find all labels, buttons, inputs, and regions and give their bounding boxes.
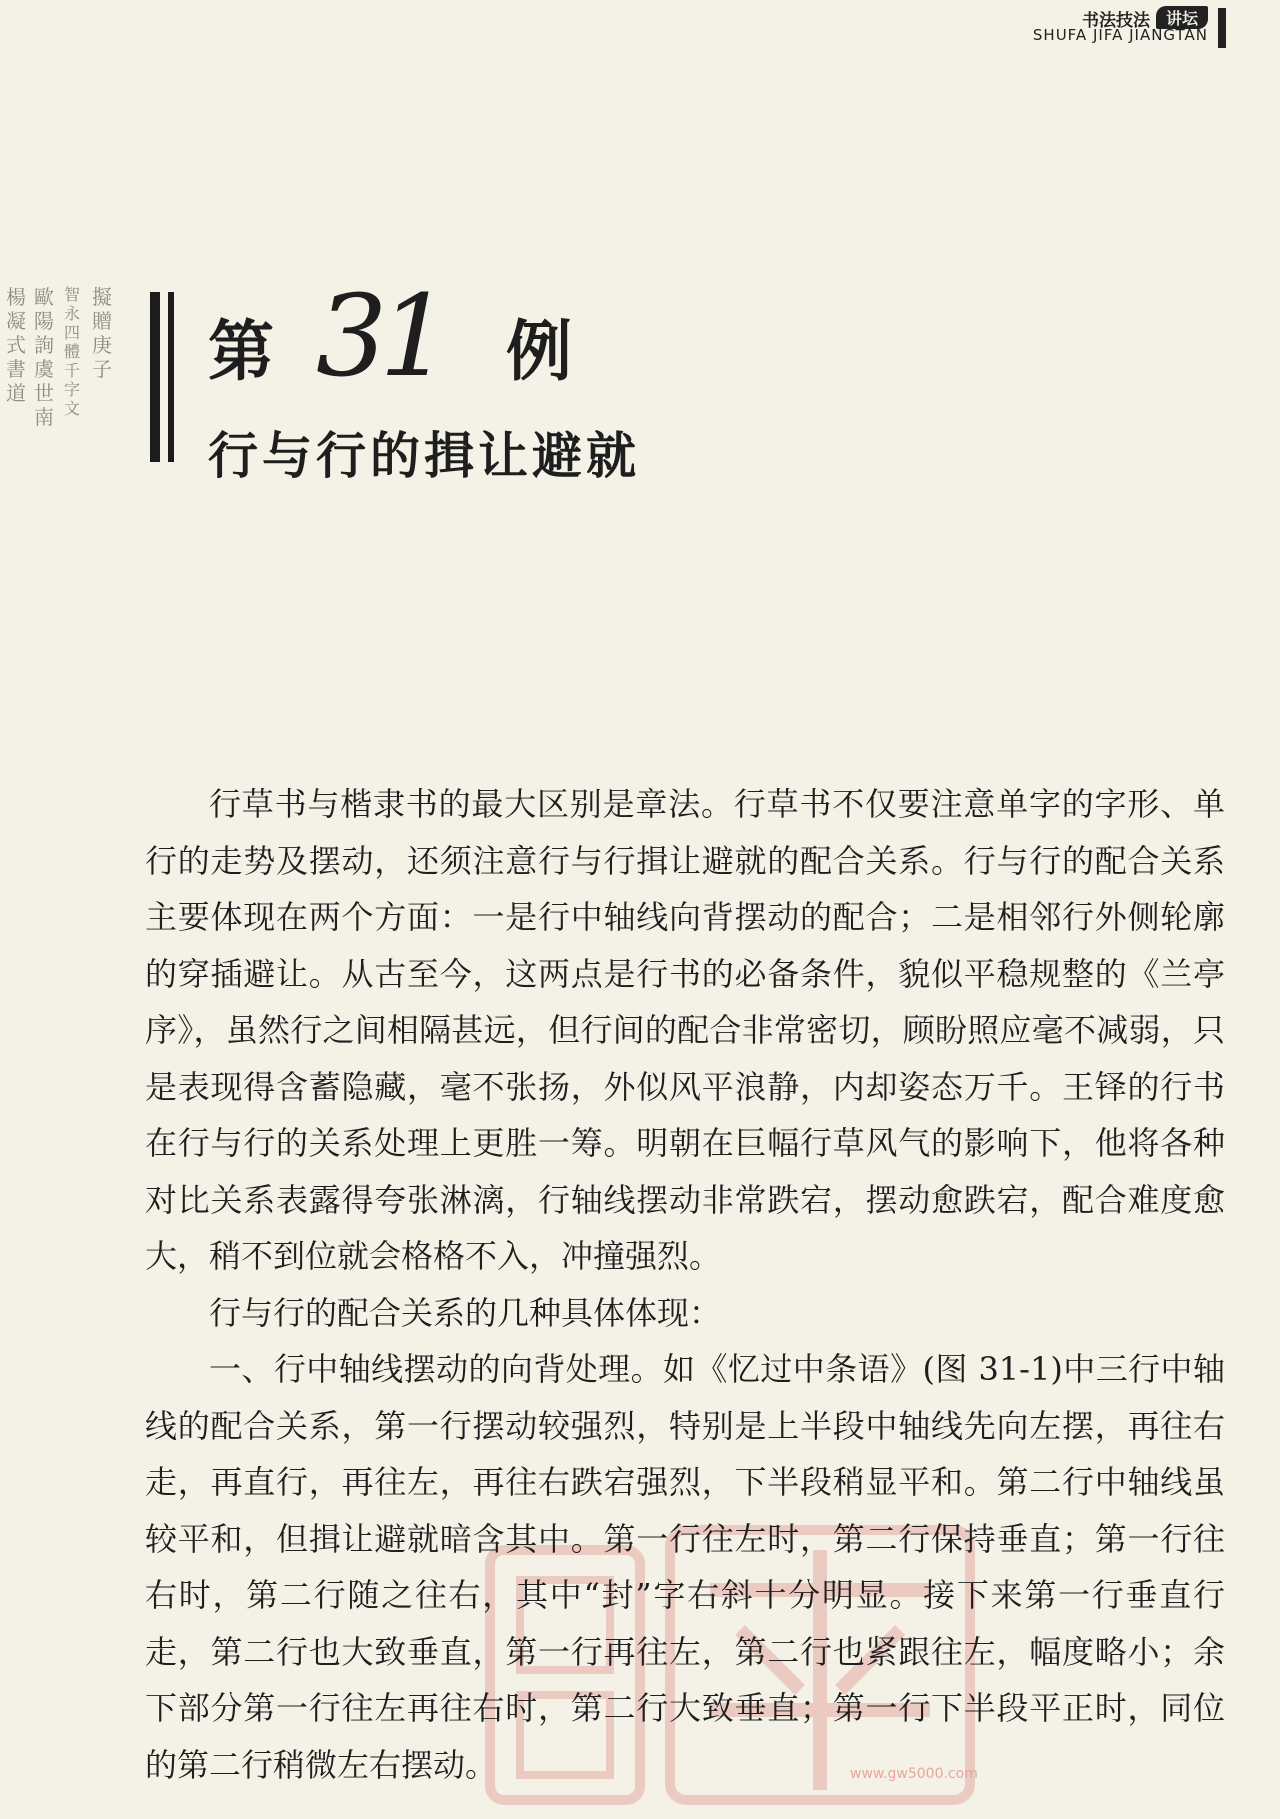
- watermark-url: www.gw5000.com: [850, 1766, 978, 1782]
- header-title: 书法技法: [1082, 11, 1150, 31]
- paragraph: 行与行的配合关系的几种具体体现：: [209, 1293, 722, 1332]
- calligraphy-column: 歐陽詢虞世南: [34, 285, 54, 429]
- calligraphy-column: 智永四體千字文: [64, 285, 81, 418]
- header-subtitle: SHUFA JIFA JIANGTAN: [1032, 26, 1208, 44]
- calligraphy-column: 擬贈庚子: [92, 285, 112, 381]
- side-calligraphy: [0, 285, 120, 495]
- calligraphy-column: 楊凝式書道: [6, 285, 26, 405]
- chapter-subtitle: 行与行的揖让避就: [208, 426, 640, 485]
- header-badge: 讲坛: [1156, 6, 1208, 29]
- title-bar: [168, 292, 174, 462]
- chapter-number: 31: [316, 272, 443, 402]
- title-bar: [150, 292, 160, 462]
- paragraph: 一、行中轴线摆动的向背处理。如《忆过中条语》(图 31-1)中三行中轴线的配合关系，第一行摆动较强烈，特别是上半段中轴线先向左摆，再往右走，再直行，再往左，再往右跌宕强烈，下半段稍显平和。第二行中轴线虽较平和，但揖让避就暗含其中。第一行往左时，第二行保持垂直；第一行往右时，第二行随之往右，其中“封”字右斜十分明显。接下来第一行垂直行走，第二行也大致垂直，第一行再往左，第二行也紧跟往左，幅度略小；余下部分第一行往左再往右时，第二行大致垂直；第一行下半段平正时，同位的第二行稍微左右摆动。: [145, 1350, 1225, 1784]
- chapter-suffix: 例: [506, 312, 572, 390]
- header-bar: [1218, 8, 1226, 48]
- body-text: [145, 776, 1225, 1793]
- paragraph: 行草书与楷隶书的最大区别是章法。行草书不仅要注意单字的字形、单行的走势及摆动，还须注意行与行揖让避就的配合关系。行与行的配合关系主要体现在两个方面：一是行中轴线向背摆动的配合；二是相邻行外侧轮廓的穿插避让。从古至今，这两点是行书的必备条件，貌似平稳规整的《兰亭序》，虽然行之间相隔甚远，但行间的配合非常密切，顾盼照应毫不减弱，只是表现得含蓄隐藏，毫不张扬，外似风平浪静，内却姿态万千。王铎的行书在行与行的关系处理上更胜一筹。明朝在巨幅行草风气的影响下，他将各种对比关系表露得夸张淋漓，行轴线摆动非常跌宕，摆动愈跌宕，配合难度愈大，稍不到位就会格格不入，冲撞强烈。: [145, 785, 1225, 1275]
- chapter-prefix: 第: [208, 312, 274, 390]
